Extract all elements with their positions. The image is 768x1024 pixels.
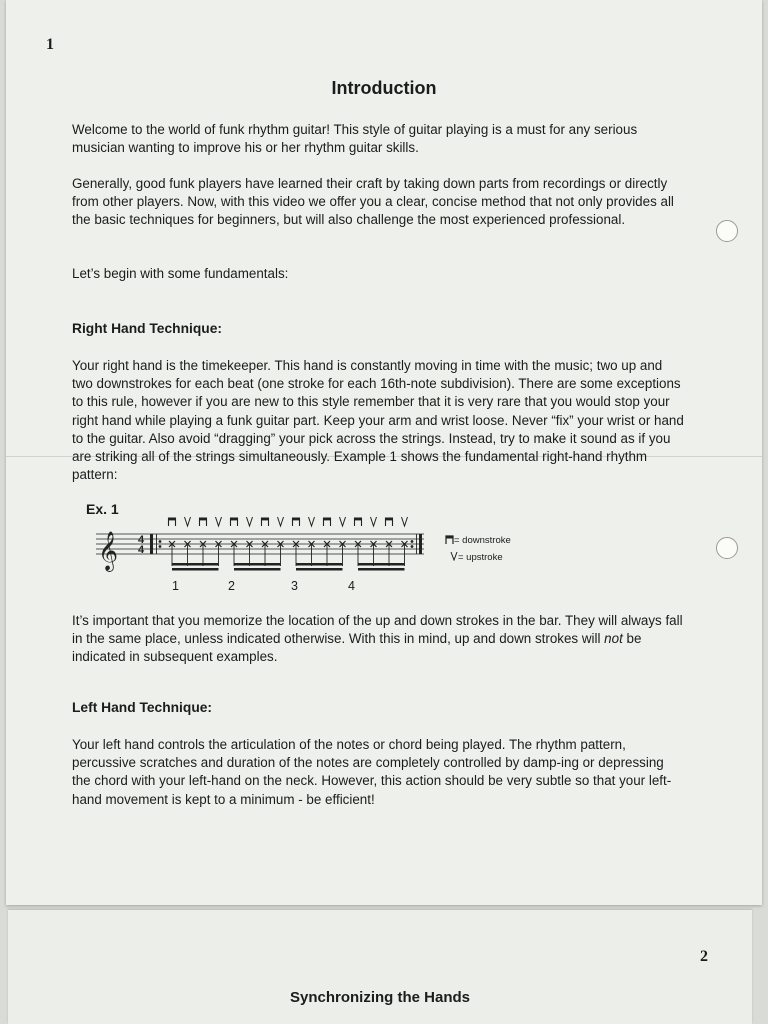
page-title: Introduction xyxy=(331,78,437,98)
legend-upstroke-text: = upstroke xyxy=(458,552,503,563)
left-hand-heading: Left Hand Technique: xyxy=(72,700,213,715)
upstroke-mark xyxy=(185,517,191,526)
upstroke-mark xyxy=(402,517,408,526)
x-notehead xyxy=(247,541,253,566)
legend-downstroke-text: = downstroke xyxy=(454,535,511,546)
staff-lines xyxy=(96,534,424,554)
x-notehead xyxy=(200,541,206,566)
x-notehead xyxy=(386,541,392,566)
downstroke-icon xyxy=(445,535,454,544)
beam xyxy=(234,563,281,571)
left-hand-paragraph: Your left hand controls the articulation of the notes or chord being played. The rhythm pattern, percussive scratches and duration of the notes are completely controlled by damp-ing or depressing the chord with your left-hand on the neck. However, this action should be very subtle so that your left-hand movement is kept to a minimum - be efficient! xyxy=(72,737,672,807)
upstroke-mark xyxy=(278,517,284,526)
downstroke-mark xyxy=(293,518,300,526)
downstroke-mark xyxy=(200,518,207,526)
x-notehead xyxy=(262,541,268,566)
downstroke-mark xyxy=(169,518,176,526)
right-hand-paragraph: Your right hand is the timekeeper. This hand is constantly moving in time with the music; two up and two downstrokes for each beat (one stroke for each 16th-note subdivision). There are some exceptions to this rule, however if you are new to this style remember that it is very rare that you would stop your right hand while playing a funk guitar part. Keep your arm and wrist loose. Never “fix” your wrist or hand to the guitar. Also avoid “dragging” your pick across the strings. Instead, try to make it sound as if you are striking all of the strings simultaneously. Example 1 shows the fundamental right-hand rhythm pattern: xyxy=(72,358,684,483)
example-label: Ex. 1 xyxy=(86,501,119,517)
rhythm-notation xyxy=(94,510,439,580)
x-notehead xyxy=(402,541,408,566)
x-notehead xyxy=(324,541,330,566)
upstroke-mark xyxy=(309,517,315,526)
downstroke-mark xyxy=(386,518,393,526)
paragraph-memorize xyxy=(72,612,684,667)
upstroke-mark xyxy=(216,517,222,526)
upstroke-icon xyxy=(450,551,458,561)
upstroke-mark xyxy=(371,517,377,526)
page-number: 2 xyxy=(700,948,708,965)
emphasis-not: not xyxy=(604,631,623,647)
paper-fold-line xyxy=(6,456,762,457)
beat-number-2: 2 xyxy=(228,579,235,593)
legend-downstroke xyxy=(445,535,511,546)
x-notehead xyxy=(231,541,237,566)
page-two xyxy=(8,910,752,1024)
x-notehead xyxy=(169,541,175,566)
paragraph-welcome: Welcome to the world of funk rhythm guitar! This style of guitar playing is a must for any serious musician wanting to improve his or her rhythm guitar skills. xyxy=(72,122,638,156)
memorize-text-b: be indicated in subsequent examples. xyxy=(72,631,642,665)
beam xyxy=(358,563,405,571)
legend-upstroke xyxy=(450,551,503,563)
x-notehead xyxy=(340,541,346,566)
x-notehead xyxy=(371,541,377,566)
beam xyxy=(172,563,219,571)
upstroke-mark xyxy=(340,517,346,526)
x-notehead xyxy=(309,541,315,566)
beam xyxy=(296,563,343,571)
beat-number-4: 4 xyxy=(348,579,355,593)
x-notehead xyxy=(216,541,222,566)
treble-clef-icon: 𝄞 xyxy=(98,532,119,570)
x-notehead xyxy=(293,541,299,566)
beat-number-3: 3 xyxy=(291,579,298,593)
right-hand-heading: Right Hand Technique: xyxy=(72,321,222,336)
paragraph-fundamentals: Let’s begin with some fundamentals: xyxy=(72,266,289,281)
upstroke-mark xyxy=(247,517,253,526)
page-number: 1 xyxy=(46,36,54,53)
x-notehead xyxy=(355,541,361,566)
section-title: Synchronizing the Hands xyxy=(289,989,470,1006)
beat-number-1: 1 xyxy=(172,579,179,593)
x-notehead xyxy=(278,541,284,566)
downstroke-mark xyxy=(262,518,269,526)
memorize-text-a: It’s important that you memorize the location of the up and down strokes in the bar. They will always fall in the same place, unless indicated otherwise. With this in mind, up and down strokes will xyxy=(72,613,683,647)
time-signature-bottom: 4 xyxy=(138,544,145,556)
binder-hole xyxy=(716,537,738,559)
downstroke-mark xyxy=(324,518,331,526)
time-signature-top: 4 xyxy=(138,534,145,546)
x-notehead xyxy=(185,541,191,566)
binder-hole xyxy=(716,220,738,242)
paragraph-generally: Generally, good funk players have learned their craft by taking down parts from recordings or directly from other players. Now, with this video we offer you a clear, concise method that not only provides all the basic techniques for beginners, but will also challenge the most experienced professional. xyxy=(72,176,674,228)
downstroke-mark xyxy=(355,518,362,526)
downstroke-mark xyxy=(231,518,238,526)
page-one xyxy=(6,0,762,905)
